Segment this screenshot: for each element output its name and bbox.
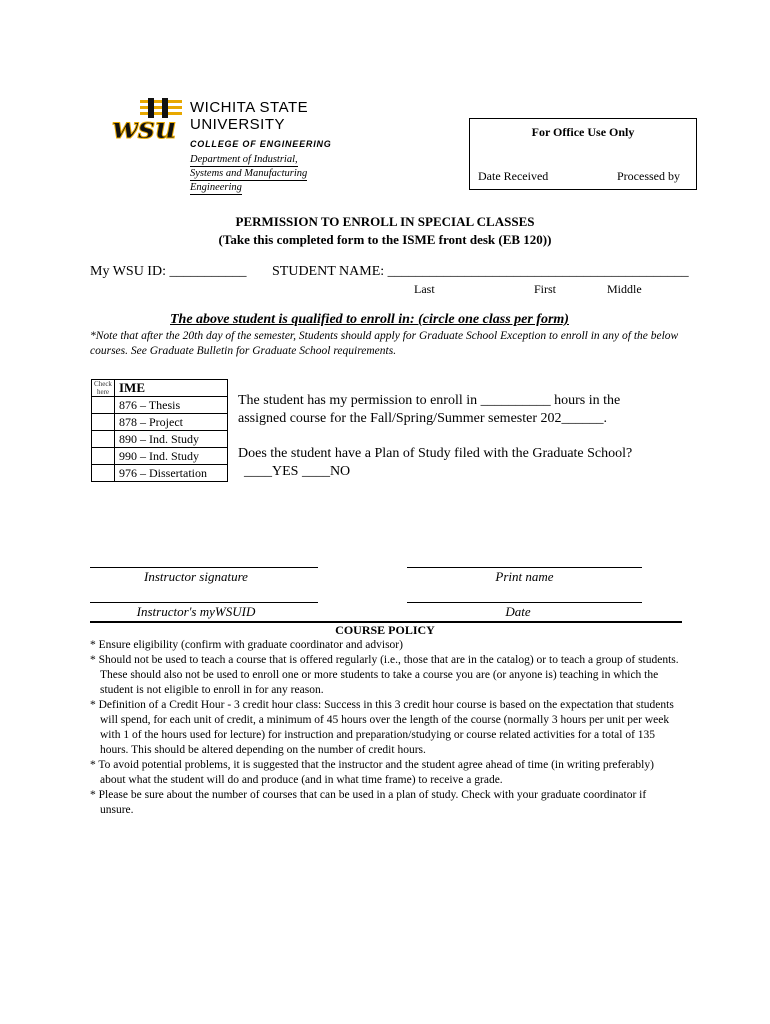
university-name: WICHITA STATE UNIVERSITY — [190, 99, 309, 133]
table-row — [92, 431, 228, 448]
college-name: COLLEGE OF ENGINEERING — [190, 139, 332, 149]
instructor-id-line[interactable] — [90, 602, 318, 603]
yes-no-options[interactable]: ____YES ____NO — [244, 464, 351, 479]
print-name-line[interactable] — [407, 567, 642, 568]
svg-text:wsu: wsu — [112, 111, 177, 146]
table-row — [92, 397, 228, 414]
office-use-box — [469, 118, 697, 190]
policy-item: * Please be sure about the number of courses that can be used in a plan of study. Check with your graduate coordinator if unsure. — [90, 789, 647, 816]
table-row — [92, 414, 228, 431]
wsu-id-field[interactable]: My WSU ID: ___________ — [90, 264, 247, 279]
graduate-note: *Note that after the 20th day of the semester, Students should apply for Graduate School Exception to enroll in any of the below courses. See Graduate Bulletin for Graduate School requirements. — [90, 330, 679, 357]
course-item[interactable]: 876 – Thesis — [115, 397, 228, 414]
qualified-heading: The above student is qualified to enroll in: (circle one class per form) — [170, 312, 569, 327]
student-name-field[interactable]: STUDENT NAME: ___________________________________________ — [272, 264, 689, 279]
check-cell[interactable] — [92, 414, 115, 431]
plan-question: Does the student have a Plan of Study filed with the Graduate School? — [238, 446, 633, 461]
table-row — [92, 448, 228, 465]
check-cell[interactable] — [92, 431, 115, 448]
check-cell[interactable] — [92, 380, 115, 397]
instructor-signature-label: Instructor signature — [144, 569, 248, 584]
plan-of-study-question — [238, 445, 678, 481]
policy-item: * Should not be used to teach a course that is offered regularly (i.e., those that are in the catalog) or to teach a group of students. These should also not be used to enroll one or more students to take a course you are (or anyone is) teaching in which the student is not eligible to enroll in for any reason. — [90, 654, 679, 696]
print-name-label: Print name — [495, 569, 554, 584]
check-cell[interactable] — [92, 397, 115, 414]
policy-item: * Definition of a Credit Hour - 3 credit hour class: Success in this 3 credit hour course is based on the expectation that students will spend, for each unit of credit, a minimum of 45 hours over the length of the course (normally 3 hours per unit per week with 1 of the hours used for lecture) for instruction and preparation/studying or course related activities for a total of 135 hours. This should be altered depending on the number of credit hours. — [90, 699, 674, 756]
date-line[interactable] — [407, 602, 642, 603]
permission-line-2[interactable]: assigned course for the Fall/Spring/Summer semester 202______. — [238, 411, 607, 426]
permission-line-1[interactable]: The student has my permission to enroll in __________ hours in the — [238, 393, 621, 408]
check-cell[interactable] — [92, 448, 115, 465]
policy-item: * To avoid potential problems, it is suggested that the instructor and the student agree ahead of time (in writing preferably) about what the student will do and produce (and in what time frame) to receive a grade. — [90, 759, 654, 786]
instructor-signature-line[interactable] — [90, 567, 318, 568]
last-name-label: Last — [414, 282, 435, 296]
course-policy-title: COURSE POLICY — [335, 623, 435, 637]
instructor-id-label: Instructor's myWSUID — [136, 604, 256, 619]
course-item[interactable]: 990 – Ind. Study — [115, 448, 228, 465]
date-received-label: Date Received — [478, 169, 549, 183]
course-policy-list — [90, 638, 680, 818]
department-name: Department of Industrial, Systems and Manufacturing Engineering — [190, 154, 308, 193]
form-title: PERMISSION TO ENROLL IN SPECIAL CLASSES — [235, 214, 535, 229]
form-subtitle: (Take this completed form to the ISME front desk (EB 120)) — [218, 232, 552, 247]
office-use-title: For Office Use Only — [531, 125, 635, 139]
wsu-logo — [110, 98, 186, 148]
permission-statement — [238, 392, 678, 428]
table-row — [92, 380, 228, 397]
date-label: Date — [505, 604, 531, 619]
check-cell[interactable] — [92, 465, 115, 482]
course-item[interactable]: 976 – Dissertation — [115, 465, 228, 482]
course-item[interactable]: 878 – Project — [115, 414, 228, 431]
first-name-label: First — [534, 282, 557, 296]
policy-item: * Ensure eligibility (confirm with graduate coordinator and advisor) — [90, 639, 403, 651]
course-header: IME — [115, 380, 228, 397]
course-table — [91, 379, 228, 482]
course-item[interactable]: 890 – Ind. Study — [115, 431, 228, 448]
middle-name-label: Middle — [607, 282, 642, 296]
table-row — [92, 465, 228, 482]
check-here-label: Check here — [94, 380, 112, 396]
processed-by-label: Processed by — [617, 169, 680, 183]
